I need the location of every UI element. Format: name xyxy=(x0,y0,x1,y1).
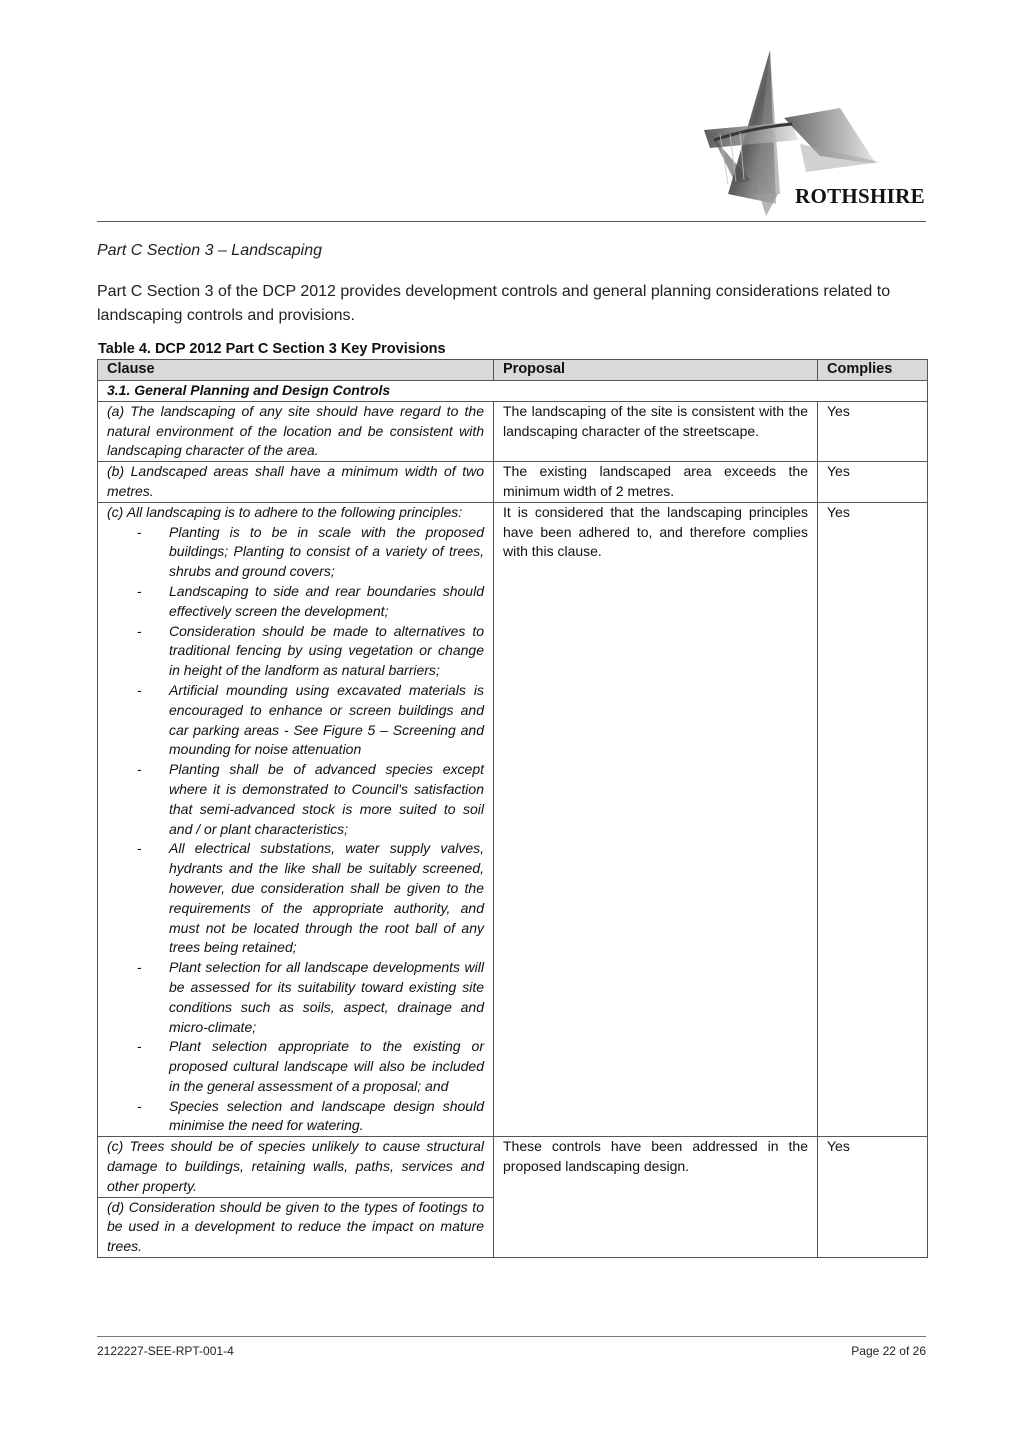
table-row xyxy=(98,502,928,1137)
complies-cell: Yes xyxy=(818,502,928,1137)
proposal-cell: The existing landscaped area exceeds the minimum width of 2 metres. xyxy=(494,462,818,503)
list-item: - Planting shall be of advanced species except where it is demonstrated to Council's satisfaction that semi-advanced stock is more suited to soil and / or plant characteristics; xyxy=(107,760,484,839)
footer-rule xyxy=(97,1336,926,1337)
header-clause: Clause xyxy=(98,360,494,381)
header-rule xyxy=(97,221,926,222)
proposal-cell: These controls have been addressed in the proposed landscaping design. xyxy=(494,1137,818,1258)
table-header-row xyxy=(98,360,928,381)
proposal-cell: It is considered that the landscaping principles have been adhered to, and therefore complies with this clause. xyxy=(494,502,818,1137)
clause-cell xyxy=(98,502,494,1137)
key-provisions-table xyxy=(97,359,928,1258)
intro-paragraph: Part C Section 3 of the DCP 2012 provides development controls and general planning considerations related to landscaping controls and provisions. xyxy=(97,283,891,324)
complies-cell: Yes xyxy=(818,462,928,503)
list-item: - Plant selection appropriate to the existing or proposed cultural landscape will also be included in the general assessment of a proposal; and xyxy=(107,1037,484,1096)
list-item: - Artificial mounding using excavated materials is encouraged to enhance or screen buildings and car parking areas - See Figure 5 – Screening and mounding for noise attenuation xyxy=(107,681,484,760)
list-item: - All electrical substations, water supply valves, hydrants and the like shall be suitably screened, however, due consideration shall be given to the requirements of the appropriate authority, and must not be located through the root ball of any trees being retained; xyxy=(107,839,484,958)
proposal-cell: The landscaping of the site is consistent with the landscaping character of the streetscape. xyxy=(494,401,818,461)
table-row xyxy=(98,462,928,503)
clause-cell: (c) Trees should be of species unlikely to cause structural damage to buildings, retaining walls, paths, services and other property. xyxy=(98,1137,494,1197)
table-subheading-row xyxy=(98,381,928,402)
table-row xyxy=(98,1137,928,1197)
document-id: 2122227-SEE-RPT-001-4 xyxy=(97,1344,234,1358)
logo-wordmark: ROTHSHIRE xyxy=(795,184,925,208)
list-item: - Planting is to be in scale with the proposed buildings; Planting to consist of a variety of trees, shrubs and ground covers; xyxy=(107,523,484,582)
header-proposal: Proposal xyxy=(494,360,818,381)
principles-list xyxy=(107,523,484,1137)
page-number: Page 22 of 26 xyxy=(851,1344,926,1358)
clause-cell: (d) Consideration should be given to the types of footings to be used in a development to reduce the impact on mature trees. xyxy=(98,1197,494,1257)
section-heading: Part C Section 3 – Landscaping xyxy=(97,242,323,259)
clause-cell: (b) Landscaped areas shall have a minimum width of two metres. xyxy=(98,462,494,503)
list-item: - Consideration should be made to alternatives to traditional fencing by using vegetation or change in height of the landform as natural barriers; xyxy=(107,622,484,681)
table-row xyxy=(98,401,928,461)
list-item: - Landscaping to side and rear boundaries should effectively screen the development; xyxy=(107,582,484,622)
company-logo xyxy=(700,44,930,219)
table-subheading: 3.1. General Planning and Design Controls xyxy=(98,381,928,402)
list-item: - Plant selection for all landscape developments will be assessed for its suitability toward existing site conditions such as soils, aspect, drainage and micro-climate; xyxy=(107,958,484,1037)
header-complies: Complies xyxy=(818,360,928,381)
complies-cell: Yes xyxy=(818,1137,928,1258)
table-title: Table 4. DCP 2012 Part C Section 3 Key Provisions xyxy=(98,341,446,357)
clause-cell: (a) The landscaping of any site should have regard to the natural environment of the location and be consistent with landscaping character of the area. xyxy=(98,401,494,461)
clause-intro: (c) All landscaping is to adhere to the following principles: xyxy=(107,503,463,520)
list-item: - Species selection and landscape design should minimise the need for watering. xyxy=(107,1097,484,1137)
complies-cell: Yes xyxy=(818,401,928,461)
